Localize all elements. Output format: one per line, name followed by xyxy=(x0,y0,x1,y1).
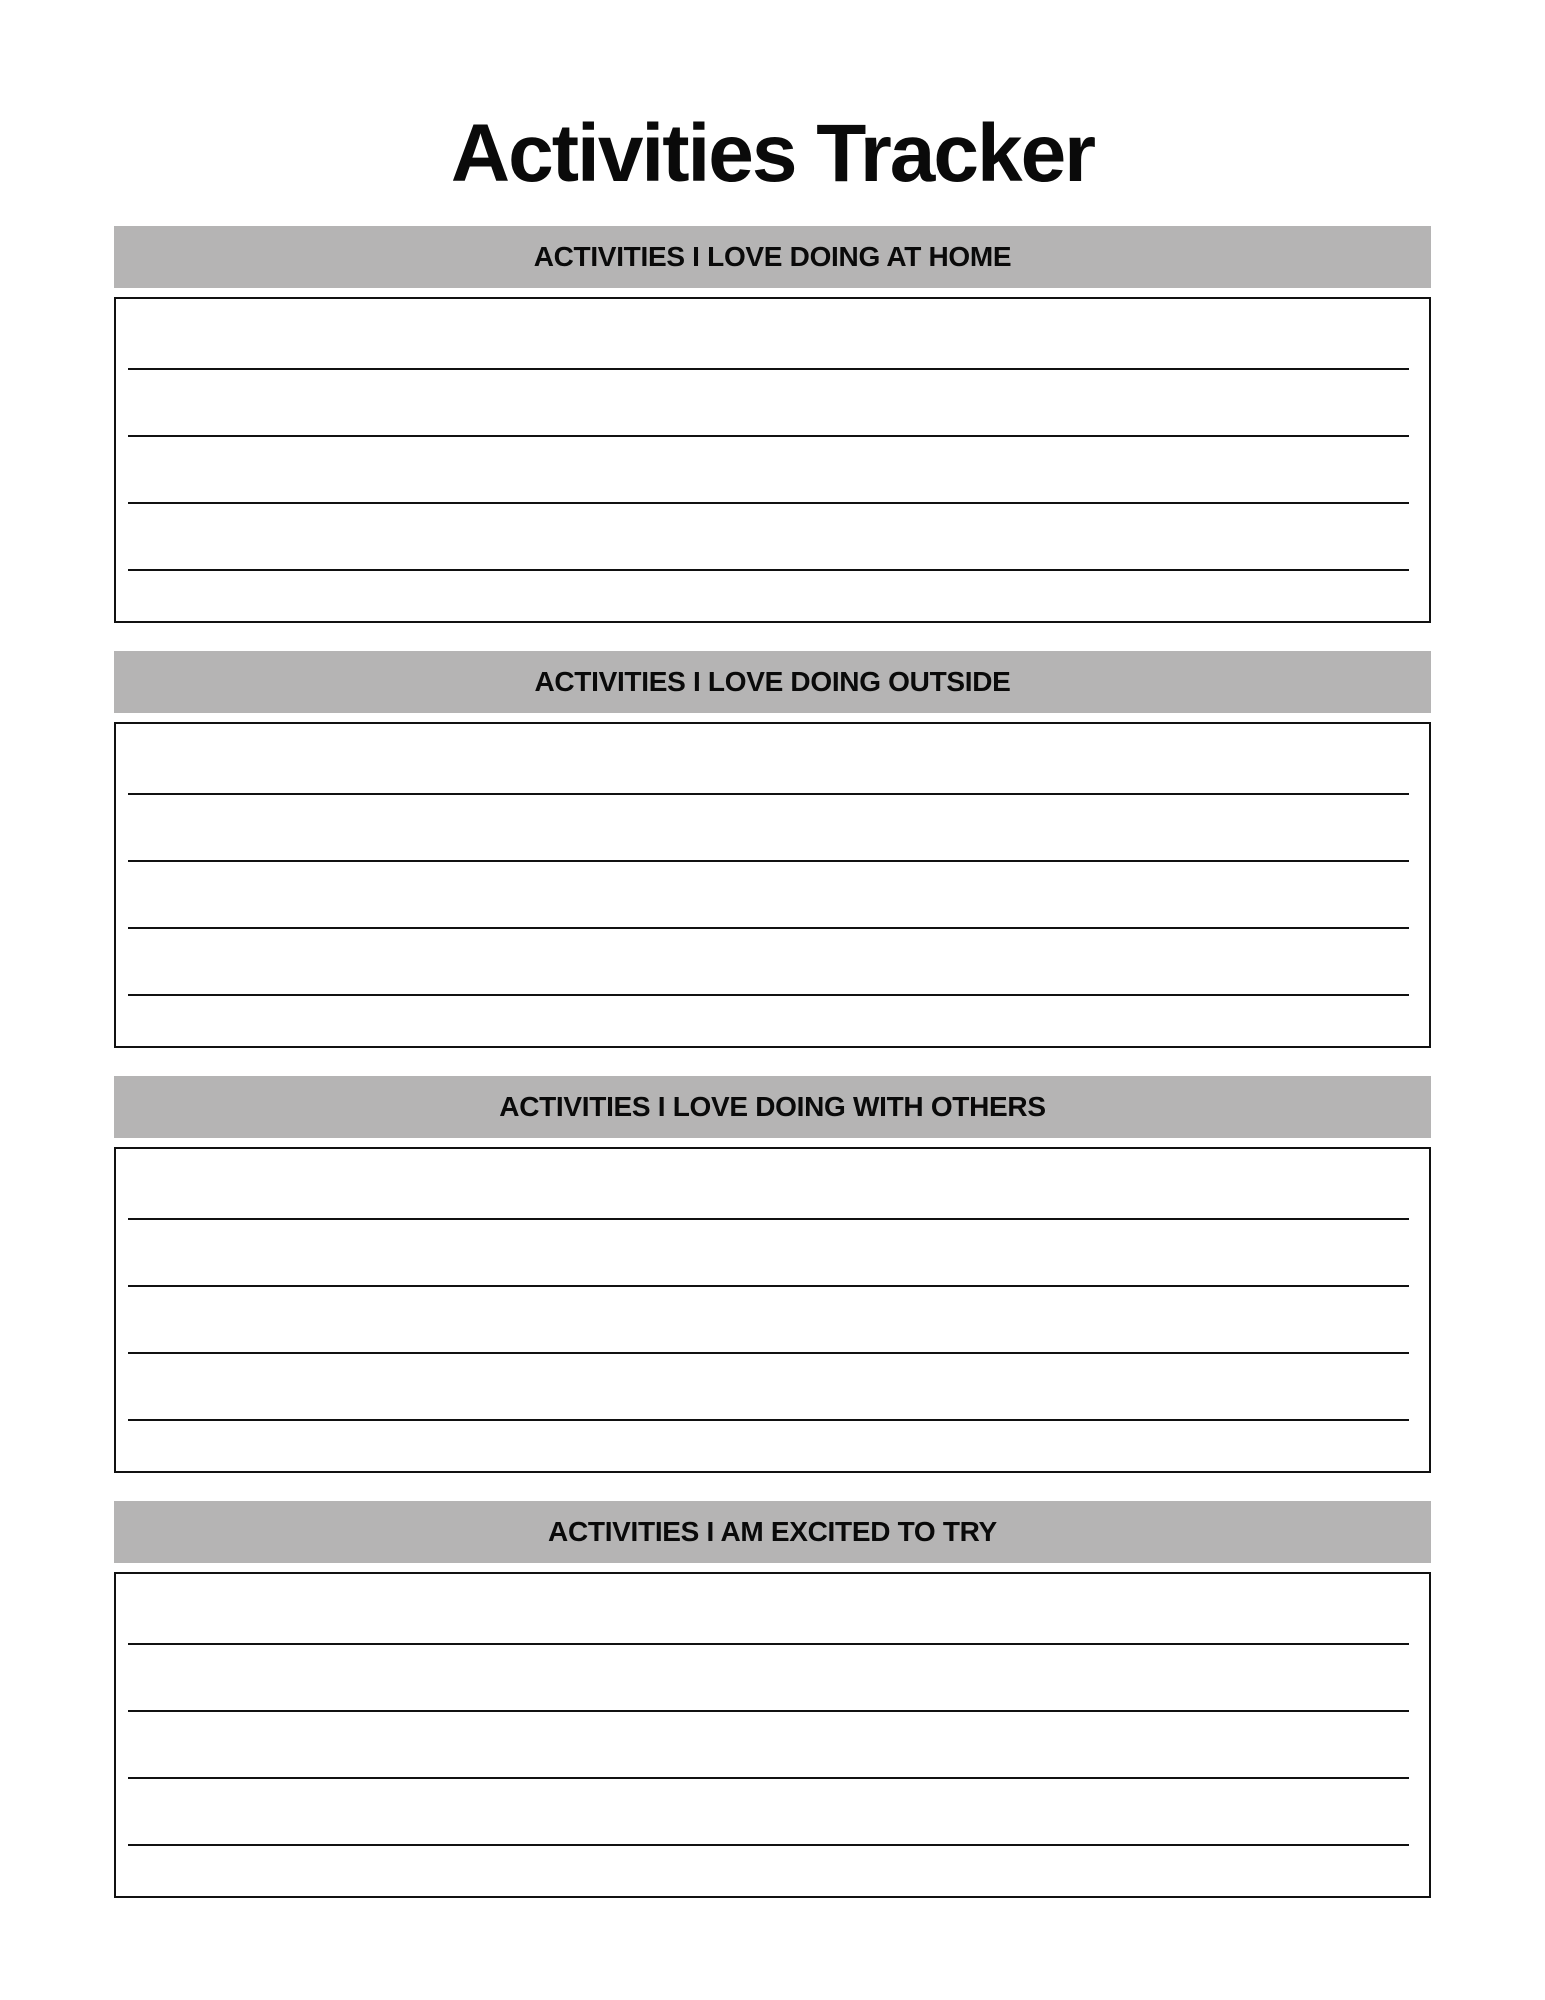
section-excited-to-try xyxy=(114,1501,1431,1898)
writing-line xyxy=(128,1352,1409,1354)
writing-line xyxy=(128,368,1409,370)
section-home xyxy=(114,226,1431,623)
writing-line xyxy=(128,502,1409,504)
writing-line xyxy=(128,1419,1409,1421)
writing-line xyxy=(128,1285,1409,1287)
section-outside xyxy=(114,651,1431,1048)
writing-line xyxy=(128,1777,1409,1779)
writing-line xyxy=(128,1844,1409,1846)
section-heading: ACTIVITIES I AM EXCITED TO TRY xyxy=(114,1501,1431,1563)
writing-line xyxy=(128,994,1409,996)
page-title: Activities Tracker xyxy=(450,108,1095,199)
section-heading: ACTIVITIES I LOVE DOING OUTSIDE xyxy=(114,651,1431,713)
writing-box[interactable] xyxy=(114,722,1431,1048)
writing-box[interactable] xyxy=(114,297,1431,623)
writing-line xyxy=(128,1643,1409,1645)
writing-box[interactable] xyxy=(114,1147,1431,1473)
section-heading: ACTIVITIES I LOVE DOING AT HOME xyxy=(114,226,1431,288)
section-heading: ACTIVITIES I LOVE DOING WITH OTHERS xyxy=(114,1076,1431,1138)
writing-line xyxy=(128,927,1409,929)
writing-line xyxy=(128,793,1409,795)
writing-line xyxy=(128,1218,1409,1220)
writing-line xyxy=(128,1710,1409,1712)
writing-line xyxy=(128,569,1409,571)
writing-line xyxy=(128,435,1409,437)
writing-box[interactable] xyxy=(114,1572,1431,1898)
writing-line xyxy=(128,860,1409,862)
section-with-others xyxy=(114,1076,1431,1473)
